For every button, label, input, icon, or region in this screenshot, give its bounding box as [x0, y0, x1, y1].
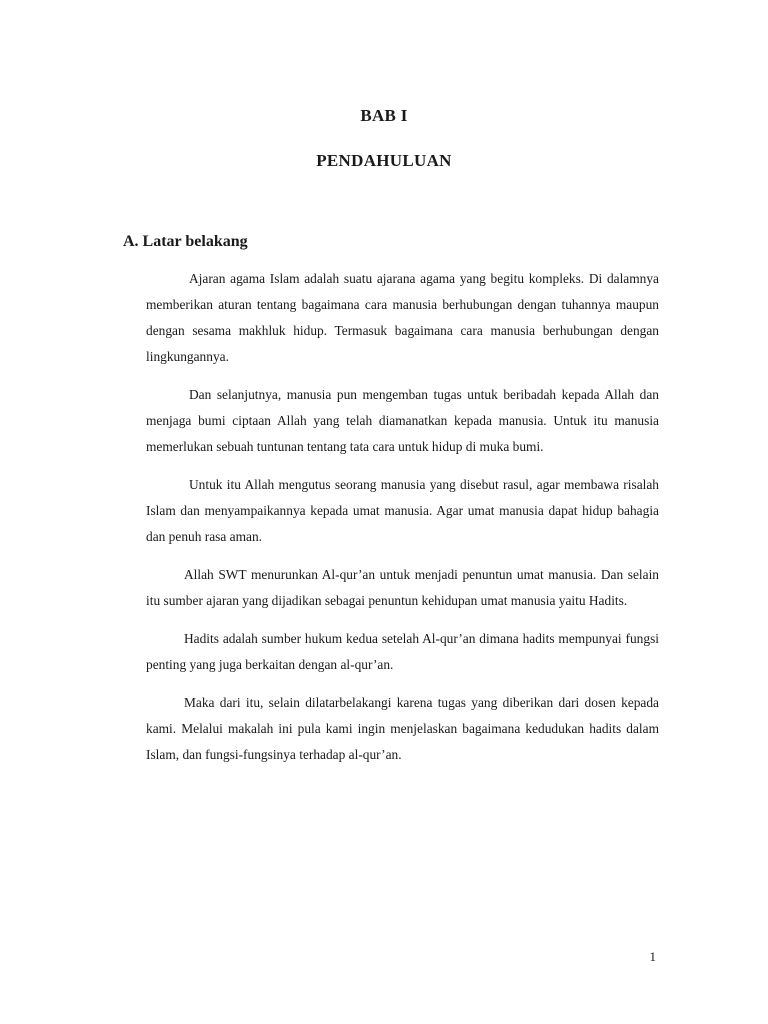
chapter-title: PENDAHULUAN	[316, 151, 452, 170]
paragraph: Untuk itu Allah mengutus seorang manusia yang disebut rasul, agar membawa risalah Islam dan menyampaikannya kepada umat manusia. Agar umat manusia dapat hidup bahagia dan penuh rasa aman.	[146, 477, 659, 544]
paragraph: Allah SWT menurunkan Al-qur’an untuk menjadi penuntun umat manusia. Dan selain itu sumber ajaran yang dijadikan sebagai penuntun kehidupan umat manusia yaitu Hadits.	[146, 567, 659, 608]
chapter-number: BAB I	[360, 106, 408, 125]
paragraph: Dan selanjutnya, manusia pun mengemban tugas untuk beribadah kepada Allah dan menjaga bumi ciptaan Allah yang telah diamanatkan kepada manusia. Untuk itu manusia memerlukan sebuah tuntunan tentang tata cara untuk hidup di muka bumi.	[146, 387, 659, 454]
section-heading: A. Latar belakang	[123, 233, 248, 250]
paragraph: Maka dari itu, selain dilatarbelakangi karena tugas yang diberikan dari dosen kepada kami. Melalui makalah ini pula kami ingin menjelaskan bagaimana kedudukan hadits dalam Islam, dan fungsi-fungsinya terhadap al-qur’an.	[146, 695, 659, 762]
page-number: 1	[649, 949, 656, 964]
body-text	[146, 266, 659, 780]
paragraph: Hadits adalah sumber hukum kedua setelah Al-qur’an dimana hadits mempunyai fungsi penting yang juga berkaitan dengan al-qur’an.	[146, 631, 659, 672]
paragraph: Ajaran agama Islam adalah suatu ajarana agama yang begitu kompleks. Di dalamnya memberikan aturan tentang bagaimana cara manusia berhubungan dengan tuhannya maupun dengan sesama makhluk hidup. Termasuk bagaimana cara manusia berhubungan dengan lingkungannya.	[146, 271, 659, 364]
